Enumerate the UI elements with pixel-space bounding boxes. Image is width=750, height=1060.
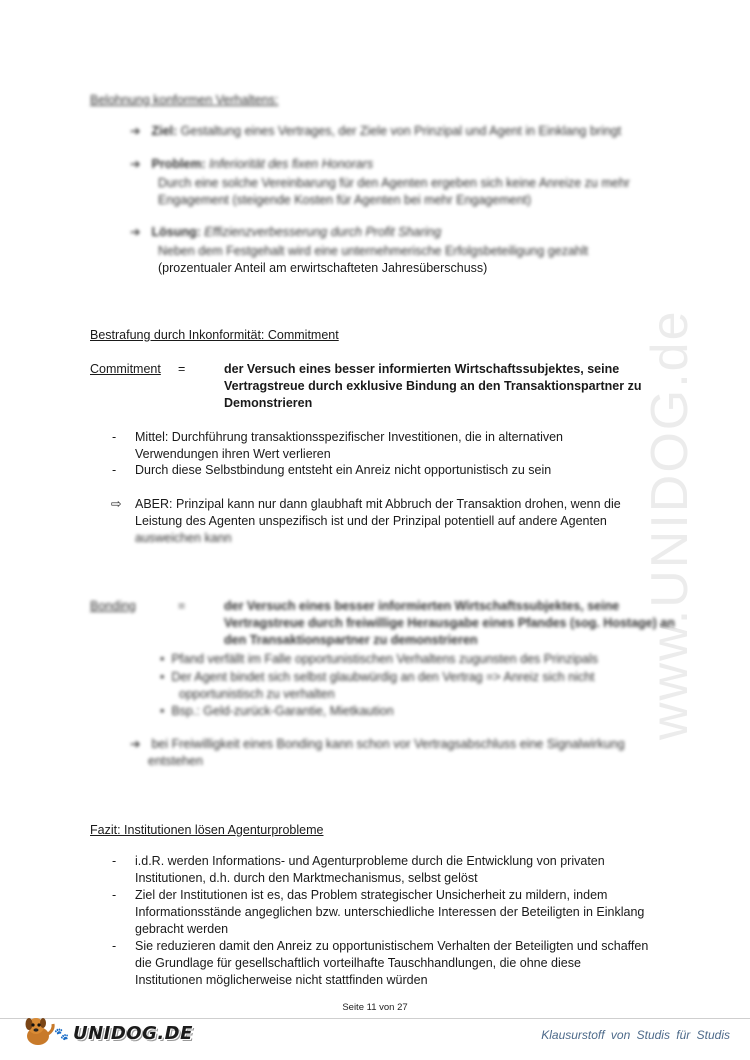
arrow-right-icon: ➔: [130, 157, 141, 171]
bullet-line: Durch diese Selbstbindung entsteht ein Anreiz nicht opportunistisch zu sein: [135, 463, 552, 477]
section1-item-solution: [130, 224, 690, 241]
dog-mascot-icon: [22, 1014, 56, 1053]
arrow-right-icon: ➔: [130, 124, 141, 138]
logo-text: UNIDOG.DE: [72, 1023, 193, 1044]
footer-slogan: Klausurstoff von Studis für Studis: [541, 1028, 730, 1042]
list-item: - i.d.R. werden Informations- und Agenturprobleme durch die Entwicklung von privaten Institutionen, d.h. durch den Marktmechanismus, selbst gelöst: [0, 853, 750, 889]
bonding-bullet: • Pfand verfällt im Falle opportunistischen Verhaltens zugunsten des Prinzipals: [160, 652, 598, 666]
commitment-term: Commitment: [90, 362, 161, 376]
bonding-def-line2: Vertragstreue durch freiwillige Herausgabe eines Pfandes (sog. Hostage) an: [224, 616, 675, 630]
section1-solution-line2: (prozentualer Anteil am erwirtschafteten Jahresüberschuss): [158, 261, 488, 275]
list-item: - Ziel der Institutionen ist es, das Problem strategischer Unsicherheit zu mildern, indem Informationsstände angeglichen bzw. unterschiedliche Interessen der Beteiligten in Einklang gebracht werden: [0, 887, 750, 941]
aber-line1: ABER: Prinzipal kann nur dann glaubhaft mit Abbruch der Transaktion drohen, wenn die: [135, 497, 621, 511]
aber-line2: Leistung des Agenten unspezifisch ist und der Prinzipal potentiell auf andere Agenten: [135, 514, 607, 528]
bonding-def-line3: den Transaktionspartner zu demonstrieren: [224, 633, 478, 647]
bullet-line: i.d.R. werden Informations- und Agenturprobleme durch die Entwicklung von privaten: [135, 854, 605, 868]
item-label: Lösung:: [151, 225, 201, 239]
section1-problem-line2: Engagement (steigende Kosten für Agenten bei mehr Engagement): [158, 193, 532, 207]
bullet-line: die Grundlage für gesellschaftlich vorteilhafte Tauschhandlungen, die ohne diese: [135, 956, 581, 970]
commitment-def-line2: Vertragstreue durch exklusive Bindung an den Transaktionspartner zu: [224, 379, 642, 393]
aber-line3: ausweichen kann: [135, 531, 232, 545]
bonding-bullet-cont: opportunistisch zu verhalten: [179, 687, 335, 701]
bullet-line: Mittel: Durchführung transaktionsspezifischer Investitionen, die in alternativen: [135, 430, 563, 444]
section2-title: Bestrafung durch Inkonformität: Commitment: [90, 328, 339, 342]
bullet-line: Ziel der Institutionen ist es, das Problem strategischer Unsicherheit zu mildern, indem: [135, 888, 608, 902]
bonding-term: Bonding: [90, 599, 136, 613]
list-item: - Sie reduzieren damit den Anreiz zu opportunistischem Verhalten der Beteiligten und schaffen die Grundlage für gesellschaftlich vorteilhafte Tauschhandlungen, die ohne diese Institutionen möglicherweise nicht stattfinden würden: [0, 938, 750, 992]
bonding-def-line1: der Versuch eines besser informierten Wirtschaftssubjektes, seine: [224, 599, 620, 613]
section1-item-problem: [130, 156, 690, 173]
bullet-line: gebracht werden: [135, 922, 229, 936]
list-item: - Mittel: Durchführung transaktionsspezifischer Investitionen, die in alternativen Verwendungen ihren Wert verlieren: [0, 429, 750, 465]
bullet-icon: •: [160, 652, 165, 666]
paw-icon: 🐾: [54, 1026, 69, 1041]
unidog-logo[interactable]: [22, 1014, 193, 1053]
watermark: www.UNIDOG.de: [641, 309, 699, 740]
list-item: - Durch diese Selbstbindung entsteht ein Anreiz nicht opportunistisch zu sein: [0, 462, 750, 480]
item-text: Gestaltung eines Vertrages, der Ziele von Prinzipal und Agent in Einklang bringt: [180, 124, 622, 138]
bullet-line: Verwendungen ihren Wert verlieren: [135, 447, 331, 461]
bullet-icon: •: [160, 704, 165, 718]
bonding-note-cont: entstehen: [148, 754, 203, 768]
item-label: Problem:: [151, 157, 206, 171]
section1-item-goal: [130, 123, 690, 140]
bonding-equals: =: [178, 599, 186, 613]
commitment-def-line3: Demonstrieren: [224, 396, 313, 410]
outline-arrow-icon: ⇨: [111, 497, 122, 511]
section1-title: Belohnung konformen Verhaltens:: [90, 93, 279, 107]
bullet-line: Informationsstände angeglichen bzw. unterschiedliche Interessen der Beteiligten in Einklang: [135, 905, 645, 919]
section4-title: Fazit: Institutionen lösen Agenturprobleme: [90, 823, 324, 837]
bonding-bullet: • Der Agent bindet sich selbst glaubwürdig an den Vertrag => Anreiz sich nicht: [160, 670, 595, 684]
page-number: Seite 11 von 27: [342, 1002, 408, 1013]
arrow-right-icon: ➔: [130, 225, 141, 239]
bullet-line: Institutionen möglicherweise nicht stattfinden würden: [135, 973, 428, 987]
bonding-bullet: • Bsp.: Geld-zurück-Garantie, Mietkaution: [160, 704, 394, 718]
section1-solution-line1: Neben dem Festgehalt wird eine unternehmerische Erfolgsbeteiligung gezahlt: [158, 244, 589, 258]
item-text: Inferiorität des fixen Honorars: [209, 157, 374, 171]
bonding-note: ➔ bei Freiwilligkeit eines Bonding kann schon vor Vertragsabschluss eine Signalwirkung: [130, 737, 625, 751]
bullet-icon: •: [160, 670, 165, 684]
item-text: Effizienzverbesserung durch Profit Sharing: [204, 225, 442, 239]
commitment-def-line1: der Versuch eines besser informierten Wirtschaftssubjektes, seine: [224, 362, 620, 376]
bullet-line: Sie reduzieren damit den Anreiz zu opportunistischem Verhalten der Beteiligten und schaffen: [135, 939, 649, 953]
item-label: Ziel:: [151, 124, 178, 138]
bullet-line: Institutionen, d.h. durch den Marktmechanismus, selbst gelöst: [135, 871, 478, 885]
section1-problem-line1: Durch eine solche Vereinbarung für den Agenten ergeben sich keine Anreize zu mehr: [158, 176, 630, 190]
commitment-equals: =: [178, 362, 186, 376]
arrow-right-icon: ➔: [130, 737, 141, 751]
